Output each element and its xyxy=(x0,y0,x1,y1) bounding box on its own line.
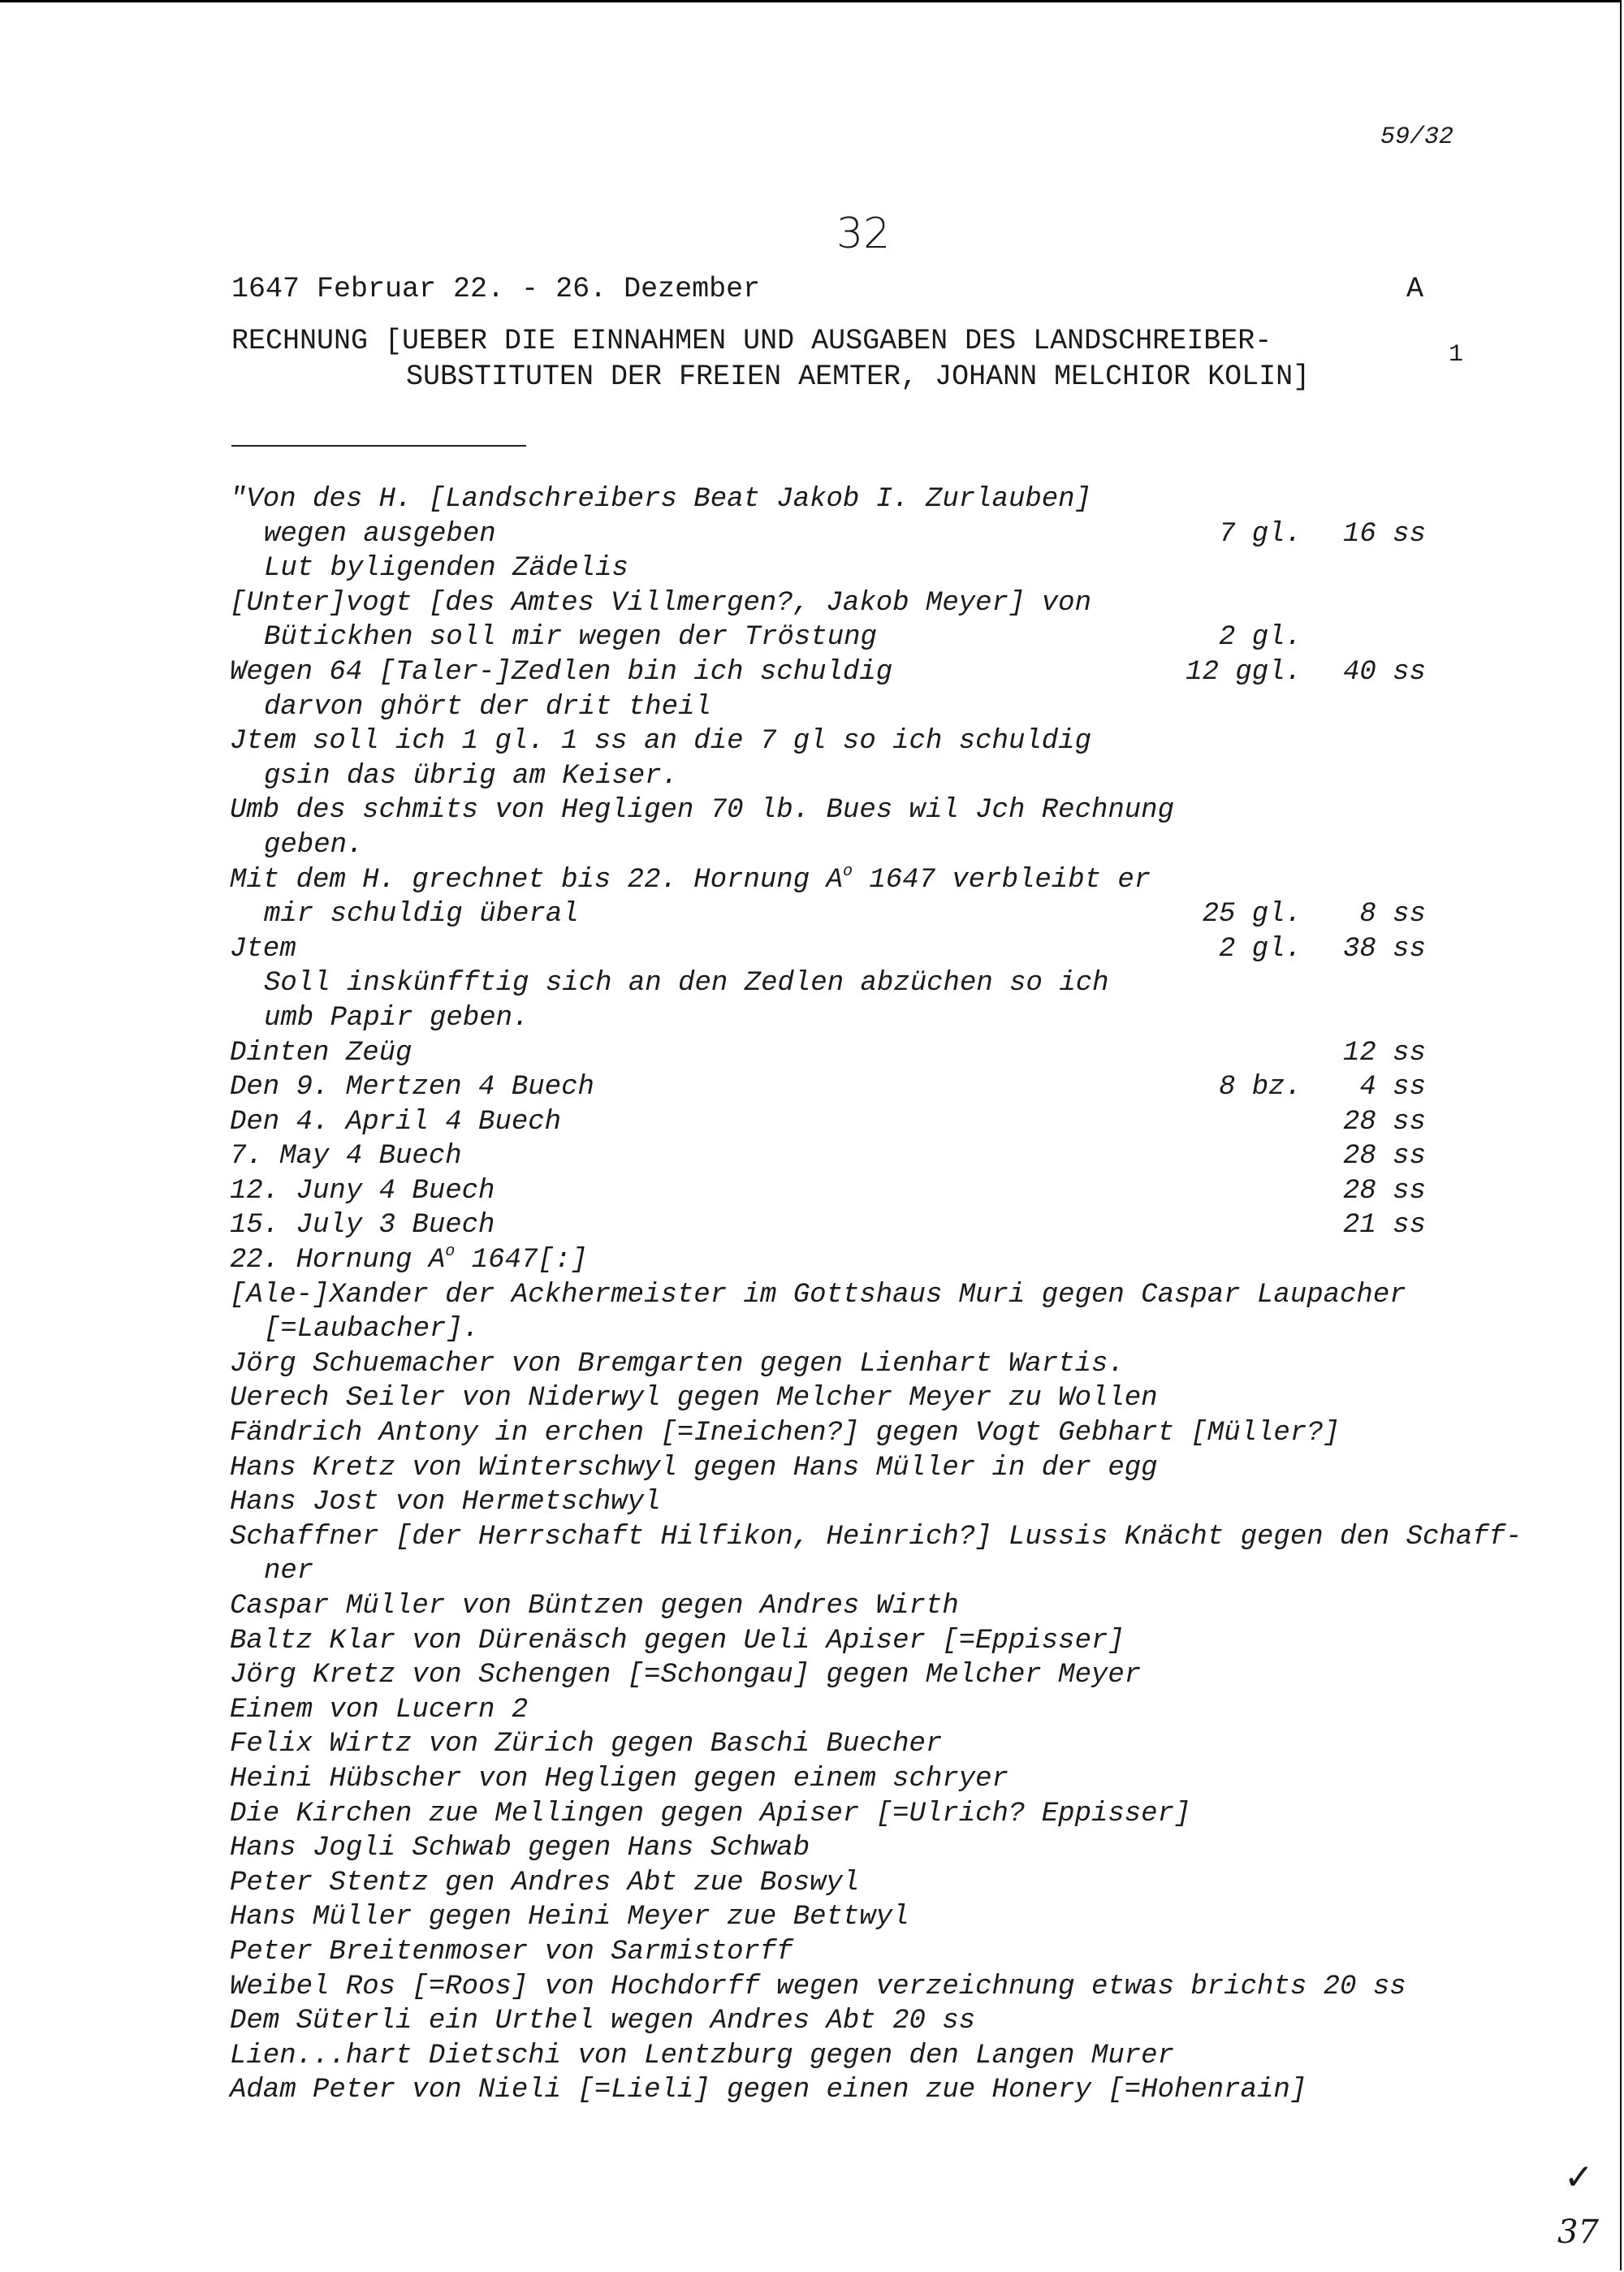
entry-text: 15. July 3 Buech xyxy=(230,1210,495,1242)
entry-amount-schilling: 28 ss xyxy=(1342,1175,1426,1207)
entry-row xyxy=(230,2004,1513,2039)
date-line: 1647 Februar 22. - 26. Dezember xyxy=(231,273,761,305)
entry-amount-gulden: 8 bz. xyxy=(1218,1072,1302,1104)
entry-text: Lut byligenden Zädelis xyxy=(264,553,628,585)
entry-text: Den 9. Mertzen 4 Buech xyxy=(230,1072,594,1104)
entry-amount-schilling: 8 ss xyxy=(1359,899,1426,931)
entry-amount-gulden: 2 gl. xyxy=(1218,622,1302,654)
folio-number: 37 xyxy=(1557,2214,1599,2251)
entry-text: [Unter]vogt [des Amtes Villmergen?, Jakob Meyer] von xyxy=(230,587,1091,619)
entry-text: Hans Müller gegen Heini Meyer zue Bettwyl xyxy=(230,1902,909,1933)
entry-text: Jörg Schuemacher von Bremgarten gegen Lienhart Wartis. xyxy=(230,1348,1125,1380)
entry-text: wegen ausgeben xyxy=(264,518,496,550)
entry-row xyxy=(230,759,1513,794)
entry-amount-gulden: 2 gl. xyxy=(1218,933,1302,965)
entry-row xyxy=(230,1381,1513,1416)
entry-row xyxy=(230,2073,1513,2108)
entry-text: [Ale-]Xander der Ackhermeister im Gottshaus Muri gegen Caspar Laupacher xyxy=(230,1279,1406,1311)
entry-text: Jtem soll ich 1 gl. 1 ss an die 7 gl so ich schuldig xyxy=(230,726,1091,758)
entry-row xyxy=(230,724,1513,759)
entry-row xyxy=(230,1105,1513,1140)
entry-amount-gulden: 7 gl. xyxy=(1218,518,1302,550)
page-reference: 59/32 xyxy=(1380,123,1453,151)
entry-superscript: o xyxy=(842,862,853,881)
entry-row xyxy=(230,517,1513,552)
entry-text: 12. Juny 4 Buech xyxy=(230,1175,495,1207)
entry-amount-schilling: 28 ss xyxy=(1342,1141,1426,1173)
entry-row xyxy=(230,1451,1513,1486)
entry-row xyxy=(230,1278,1513,1313)
entry-text: Heini Hübscher von Hegligen gegen einem schryer xyxy=(230,1763,1009,1795)
title-line-2: SUBSTITUTEN DER FREIEN AEMTER, JOHANN MELCHIOR KOLIN] xyxy=(406,361,1311,393)
entry-amount-gulden: 12 ggl. xyxy=(1186,656,1302,688)
entry-row xyxy=(230,1312,1513,1347)
entry-row xyxy=(230,966,1513,1001)
entry-row xyxy=(230,863,1513,898)
ledger-entries xyxy=(230,482,1522,2108)
entry-row xyxy=(230,1727,1513,1762)
entry-text: Peter Breitenmoser von Sarmistorff xyxy=(230,1936,793,1967)
entry-row xyxy=(230,828,1513,863)
entry-row xyxy=(230,551,1513,586)
entry-text: [=Laubacher]. xyxy=(264,1314,480,1345)
entry-row xyxy=(230,1935,1513,1970)
entry-amount-schilling: 28 ss xyxy=(1342,1106,1426,1138)
entry-row xyxy=(230,1693,1513,1728)
entry-text: Dem Süterli ein Urthel wegen Andres Abt 20 ss xyxy=(230,2006,976,2037)
title-line-1: RECHNUNG [UEBER DIE EINNAHMEN UND AUSGABEN DES LANDSCHREIBER- xyxy=(231,325,1272,357)
entry-text: Hans Jogli Schwab gegen Hans Schwab xyxy=(230,1833,810,1864)
entry-row xyxy=(230,932,1513,967)
entry-row xyxy=(230,1900,1513,1935)
entry-text: Felix Wirtz von Zürich gegen Baschi Buecher xyxy=(230,1729,943,1760)
entry-amount-schilling: 21 ss xyxy=(1342,1210,1426,1242)
entry-text: Caspar Müller von Büntzen gegen Andres Wirth xyxy=(230,1591,959,1622)
entry-text: Bütickhen soll mir wegen der Tröstung xyxy=(264,622,877,654)
entry-row xyxy=(230,1416,1513,1451)
document-number: 32 xyxy=(836,209,891,258)
entry-row xyxy=(230,1970,1513,2005)
entry-row xyxy=(230,1485,1513,1520)
entry-text: Jörg Kretz von Schengen [=Schongau] gegen Melcher Meyer xyxy=(230,1660,1142,1691)
entry-text: Mit dem H. grechnet bis 22. Hornung A xyxy=(230,864,843,896)
entry-amount-schilling: 12 ss xyxy=(1342,1037,1426,1069)
entry-text: Adam Peter von Nieli [=Lieli] gegen einen zue Honery [=Hohenrain] xyxy=(230,2075,1307,2106)
entry-row xyxy=(230,1001,1513,1036)
entry-text: Die Kirchen zue Mellingen gegen Apiser [=Ulrich? Eppisser] xyxy=(230,1798,1191,1829)
entry-row xyxy=(230,793,1513,828)
entry-row xyxy=(230,1658,1513,1693)
category-letter: A xyxy=(1406,273,1424,305)
entry-row xyxy=(230,1347,1513,1382)
entry-text: Hans Jost von Hermetschwyl xyxy=(230,1487,661,1518)
entry-row xyxy=(230,1797,1513,1832)
entry-row xyxy=(230,1866,1513,1901)
entry-amount-schilling: 4 ss xyxy=(1359,1072,1426,1104)
entry-text: Wegen 64 [Taler-]Zedlen bin ich schuldig xyxy=(230,656,893,688)
check-mark-icon: ✓ xyxy=(1564,2157,1594,2198)
entry-text: mir schuldig überal xyxy=(264,899,579,931)
entry-row xyxy=(230,1520,1522,1555)
entry-text: 7. May 4 Buech xyxy=(230,1141,462,1173)
entry-text: geben. xyxy=(264,829,364,861)
entry-row xyxy=(230,1831,1513,1866)
separator-rule xyxy=(231,445,526,447)
entry-text: Hans Kretz von Winterschwyl gegen Hans Müller in der egg xyxy=(230,1452,1158,1484)
entry-text-continued: 1647 verbleibt er xyxy=(852,864,1151,896)
entry-text: Lien...hart Dietschi von Lentzburg gegen den Langen Murer xyxy=(230,2040,1174,2071)
entry-text: gsin das übrig am Keiser. xyxy=(264,760,679,792)
entry-row xyxy=(230,482,1513,517)
entry-row xyxy=(230,690,1513,725)
entry-row xyxy=(230,1589,1513,1624)
entry-amount-schilling: 16 ss xyxy=(1342,518,1426,550)
entry-amount-schilling: 38 ss xyxy=(1342,933,1426,965)
entry-text: Baltz Klar von Dürenäsch gegen Ueli Apiser [=Eppisser] xyxy=(230,1625,1125,1656)
entry-text: Schaffner [der Herrschaft Hilfikon, Heinrich?] Lussis Knächt gegen den Schaff- xyxy=(230,1521,1522,1553)
entry-row xyxy=(230,2039,1513,2074)
entry-text: Peter Stentz gen Andres Abt zue Boswyl xyxy=(230,1867,860,1898)
entry-row xyxy=(230,620,1513,655)
entry-text: ner xyxy=(264,1556,314,1587)
entry-row xyxy=(230,1624,1513,1659)
entry-text: 22. Hornung A xyxy=(230,1245,446,1276)
entry-text: Jtem xyxy=(230,933,296,965)
entry-row xyxy=(230,1243,1513,1278)
footnote-marker: 1 xyxy=(1449,341,1464,369)
entry-row xyxy=(230,586,1513,621)
entry-text: Weibel Ros [=Roos] von Hochdorff wegen verzeichnung etwas brichts 20 ss xyxy=(230,1971,1406,2002)
entry-row xyxy=(230,655,1513,690)
entry-row xyxy=(230,1208,1513,1243)
entry-text: Umb des schmits von Hegligen 70 lb. Bues wil Jch Rechnung xyxy=(230,795,1174,827)
entry-amount-gulden: 25 gl. xyxy=(1202,899,1302,931)
entry-text: Soll inskünfftig sich an den Zedlen abzüchen so ich xyxy=(264,968,1109,1000)
entry-text: umb Papir geben. xyxy=(264,1002,529,1034)
entry-text: "Von des H. [Landschreibers Beat Jakob I. Zurlauben] xyxy=(230,484,1091,515)
entry-row xyxy=(230,897,1513,932)
entry-row xyxy=(230,1174,1513,1209)
entry-row xyxy=(230,1036,1513,1071)
entry-text: Dinten Zeüg xyxy=(230,1037,412,1069)
entry-superscript: o xyxy=(445,1242,456,1262)
entry-text: Den 4. April 4 Buech xyxy=(230,1106,562,1138)
entry-row xyxy=(230,1139,1513,1174)
entry-text: Uerech Seiler von Niderwyl gegen Melcher Meyer zu Wollen xyxy=(230,1383,1158,1415)
entry-text: darvon ghört der drit theil xyxy=(264,691,711,723)
entry-row xyxy=(230,1762,1513,1797)
entry-row xyxy=(230,1070,1513,1105)
entry-text-continued: 1647[:] xyxy=(455,1245,588,1276)
entry-row xyxy=(230,1554,1513,1589)
entry-amount-schilling: 40 ss xyxy=(1342,656,1426,688)
entry-text: Einem von Lucern 2 xyxy=(230,1694,529,1726)
entry-text: Fändrich Antony in erchen [=Ineichen?] gegen Vogt Gebhart [Müller?] xyxy=(230,1418,1341,1449)
